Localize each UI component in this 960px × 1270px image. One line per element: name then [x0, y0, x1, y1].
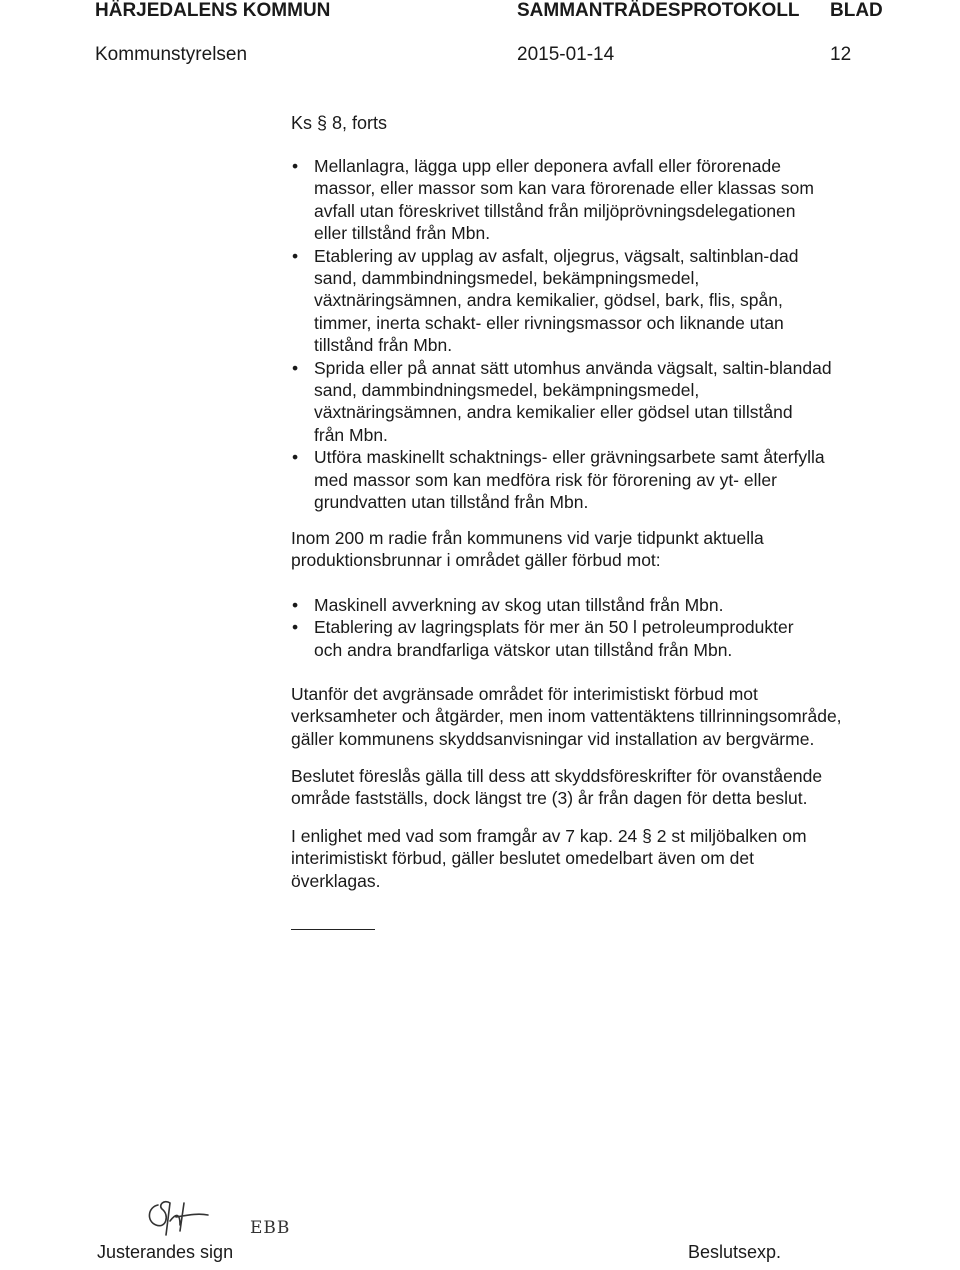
list-item-line: • Maskinell avverkning av skog utan tillstånd från Mbn. — [314, 595, 724, 615]
prohibition-list — [292, 155, 832, 514]
list-item-line: • Sprida eller på annat sätt utomhus använda vägsalt, saltin-blandad — [314, 357, 832, 378]
paragraph-line: verksamheter och åtgärder, men inom vattentäktens tillrinningsområde, — [291, 706, 842, 727]
signature-image — [140, 1195, 212, 1245]
list-item-line: med massor som kan medföra risk för förorening av yt- eller — [314, 469, 777, 490]
list-item-line: eller tillstånd från Mbn. — [314, 223, 491, 244]
list-item-line: • Etablering av lagringsplats för mer än 50 l petroleumprodukter — [314, 617, 794, 638]
list-item-line: • Etablering av upplag av asfalt, oljegrus, vägsalt, saltinblan-dad — [314, 245, 799, 266]
list-item — [292, 155, 832, 245]
list-item-line: och andra brandfarliga vätskor utan tillstånd från Mbn. — [314, 639, 733, 660]
justerandes-sign-label: Justerandes sign — [97, 1242, 234, 1262]
paragraph-line: I enlighet med vad som framgår av 7 kap. 24 § 2 st miljöbalken om — [291, 826, 807, 846]
paragraph-line: Inom 200 m radie från kommunens vid varje tidpunkt aktuella — [291, 528, 764, 548]
paragraph — [291, 825, 807, 892]
list-item — [292, 357, 832, 447]
list-item — [292, 594, 794, 616]
committee-name: Kommunstyrelsen — [95, 44, 248, 65]
org-name: HÄRJEDALENS KOMMUN — [95, 0, 331, 21]
list-item-line: växtnäringsämnen, andra kemikalier, gödsel, bark, flis, spån, — [314, 290, 783, 311]
paragraph-line: överklagas. — [291, 870, 381, 891]
paragraph-line: interimistiskt förbud, gäller beslutet omedelbart även om det — [291, 848, 755, 869]
initials: EBB — [250, 1218, 291, 1238]
list-item-line: grundvatten utan tillstånd från Mbn. — [314, 492, 589, 513]
paragraph-line: Beslutet föreslås gälla till dess att skyddsföreskrifter för ovanstående — [291, 766, 823, 786]
meeting-date: 2015-01-14 — [517, 44, 615, 65]
blad-label: BLAD — [830, 0, 883, 21]
list-item-line: sand, dammbindningsmedel, bekämpningsmedel, — [314, 380, 700, 401]
list-item-line: massor, eller massor som kan vara förorenade eller klassas som — [314, 178, 814, 199]
section-heading: Ks § 8, forts — [291, 113, 388, 133]
list-item-line: växtnäringsämnen, andra kemikalier eller gödsel utan tillstånd — [314, 402, 793, 423]
paragraph — [291, 683, 842, 750]
paragraph-line: område fastställs, dock längst tre (3) år från dagen för detta beslut. — [291, 788, 808, 809]
paragraph-line: gäller kommunens skyddsanvisningar vid installation av bergvärme. — [291, 728, 815, 749]
list-item-line: tillstånd från Mbn. — [314, 335, 453, 356]
paragraph — [291, 765, 822, 810]
paragraph-line: produktionsbrunnar i området gäller förbud mot: — [291, 550, 661, 571]
list-item-line: från Mbn. — [314, 424, 388, 445]
list-item-line: • Mellanlagra, lägga upp eller deponera avfall eller förorenade — [314, 156, 781, 176]
list-item-line: sand, dammbindningsmedel, bekämpningsmedel, — [314, 268, 700, 289]
page-number: 12 — [830, 44, 852, 65]
well-prohibition-list — [292, 594, 794, 661]
beslutsexp-label: Beslutsexp. — [688, 1242, 782, 1262]
paragraph — [291, 527, 764, 572]
list-item-line: • Utföra maskinellt schaktnings- eller grävningsarbete samt återfylla — [314, 447, 825, 468]
list-item-line: avfall utan föreskrivet tillstånd från miljöprövningsdelegationen — [314, 200, 796, 221]
list-item-line: timmer, inerta schakt- eller rivningsmassor och liknande utan — [314, 312, 784, 333]
closing-rule — [291, 929, 375, 930]
document-type: SAMMANTRÄDESPROTOKOLL — [517, 0, 800, 21]
list-item — [292, 616, 794, 661]
paragraph-line: Utanför det avgränsade området för interimistiskt förbud mot — [291, 684, 758, 704]
list-item — [292, 446, 832, 513]
list-item — [292, 245, 832, 357]
